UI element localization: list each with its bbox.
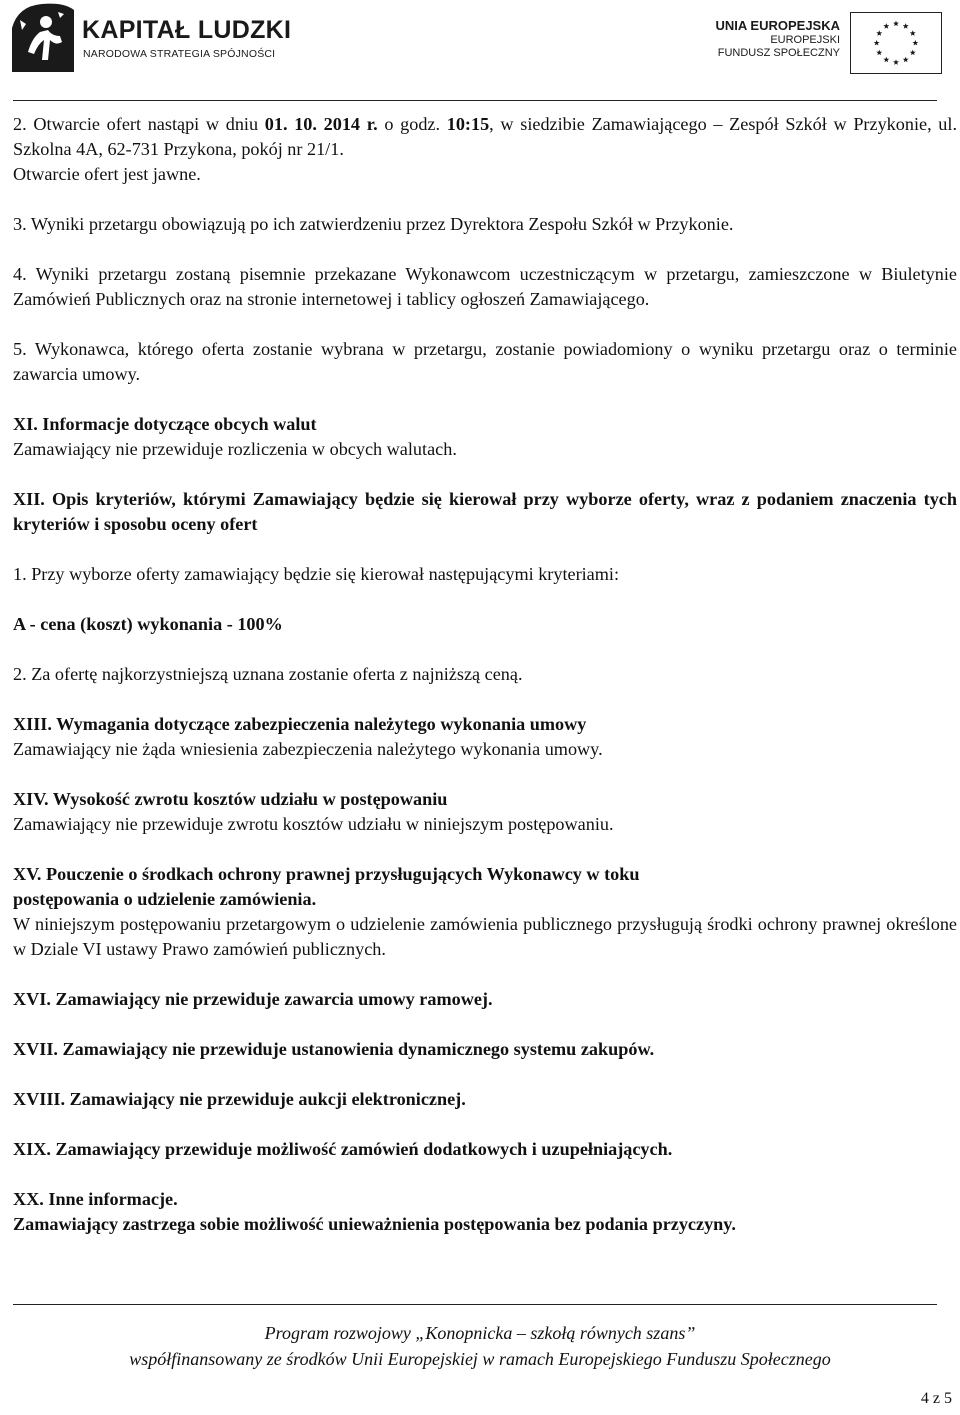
footer-divider <box>13 1304 937 1305</box>
eu-star-icon <box>912 40 918 46</box>
eu-star-icon <box>883 57 889 63</box>
p2-mid: o godz. <box>377 114 447 134</box>
document-body <box>13 112 957 1237</box>
kapital-ludzki-emblem-icon <box>12 2 74 72</box>
eu-logo-line1: UNIA EUROPEJSKA <box>715 18 840 33</box>
eu-star-icon <box>910 50 916 56</box>
section-xi-text: Zamawiający nie przewiduje rozliczenia w obcych walutach. <box>13 439 457 459</box>
kapital-ludzki-subtitle: NARODOWA STRATEGIA SPÓJNOŚCI <box>83 48 276 60</box>
eu-logo-line3: FUNDUSZ SPOŁECZNY <box>717 47 840 59</box>
eu-efs-logo <box>688 6 948 76</box>
eu-star-icon <box>876 50 882 56</box>
section-xii-heading: XII. Opis kryteriów, którymi Zamawiający będzie się kierował przy wyborze oferty, wraz z podaniem znaczenia tych kryteriów i sposobu oceny ofert <box>13 489 957 534</box>
eu-logo-line2: EUROPEJSKI <box>770 34 840 46</box>
section-xi-heading: XI. Informacje dotyczące obcych walut <box>13 414 317 434</box>
section-xv-text: W niniejszym postępowaniu przetargowym o udzielenie zamówienia publicznego przysługują środki ochrony prawnej określone w Dziale VI ustawy Prawo zamówień publicznych. <box>13 914 957 959</box>
eu-star-icon <box>874 40 880 46</box>
section-xii-point-1: 1. Przy wyborze oferty zamawiający będzie się kierował następującymi kryteriami: <box>13 564 620 584</box>
paragraph-2 <box>13 112 957 162</box>
page-footer <box>0 1320 960 1372</box>
paragraph-5: 5. Wykonawca, którego oferta zostanie wybrana w przetargu, zostanie powiadomiony o wyniku przetargu oraz o terminie zawarcia umowy. <box>13 339 957 384</box>
kapital-ludzki-title: KAPITAŁ LUDZKI <box>82 16 292 44</box>
eu-logo-text <box>716 18 840 60</box>
section-xii-criterion: A - cena (koszt) wykonania - 100% <box>13 614 283 634</box>
kapital-ludzki-logo <box>12 2 292 74</box>
section-xv-heading-line2: postępowania o udzielenie zamówienia. <box>13 889 317 909</box>
eu-star-icon <box>903 23 909 29</box>
eu-star-icon <box>876 30 882 36</box>
paragraph-3: 3. Wyniki przetargu obowiązują po ich zatwierdzeniu przez Dyrektora Zespołu Szkół w Przykonie. <box>13 214 734 234</box>
eu-star-icon <box>910 30 916 36</box>
section-xv-heading-line1: XV. Pouczenie o środkach ochrony prawnej przysługujących Wykonawcy w toku <box>13 864 640 884</box>
eu-star-icon <box>883 23 889 29</box>
eu-star-icon <box>893 59 899 65</box>
eu-flag-icon <box>850 12 942 74</box>
section-xx-text: Zamawiający zastrzega sobie możliwość unieważnienia postępowania bez podania przyczyny. <box>13 1214 736 1234</box>
section-xix: XIX. Zamawiający przewiduje możliwość zamówień dodatkowych i uzupełniających. <box>13 1139 673 1159</box>
section-xviii: XVIII. Zamawiający nie przewiduje aukcji elektronicznej. <box>13 1089 466 1109</box>
p2-date: 01. 10. 2014 r. <box>264 114 378 134</box>
section-xii-point-2: 2. Za ofertę najkorzystniejszą uznana zostanie oferta z najniższą ceną. <box>13 664 523 684</box>
footer-cofinancing-line: współfinansowany ze środków Unii Europejskiej w ramach Europejskiego Funduszu Społecznego <box>129 1349 831 1369</box>
eu-star-icon <box>893 21 899 27</box>
page-header <box>0 0 960 100</box>
section-xvii: XVII. Zamawiający nie przewiduje ustanowienia dynamicznego systemu zakupów. <box>13 1039 655 1059</box>
section-xiii-text: Zamawiający nie żąda wniesienia zabezpieczenia należytego wykonania umowy. <box>13 739 603 759</box>
page-number: 4 z 5 <box>920 1390 952 1407</box>
section-xvi: XVI. Zamawiający nie przewiduje zawarcia umowy ramowej. <box>13 989 493 1009</box>
footer-program-line: Program rozwojowy „Konopnicka – szkołą równych szans” <box>264 1323 696 1343</box>
header-divider <box>13 100 937 101</box>
paragraph-4: 4. Wyniki przetargu zostaną pisemnie przekazane Wykonawcom uczestniczącym w przetargu, zamieszczone w Biuletynie Zamówień Publicznych oraz na stronie internetowej i tablicy ogłoszeń Zamawiającego. <box>13 264 957 309</box>
section-xiv-text: Zamawiający nie przewiduje zwrotu kosztów udziału w niniejszym postępowaniu. <box>13 814 614 834</box>
p2-time: 10:15 <box>446 114 490 134</box>
p2-suffix: , w siedzibie Zamawiającego – Zespół Szkół w Przykonie, ul. Szkolna 4A, 62-731 Przykona, pokój nr 21/1. <box>13 114 957 159</box>
section-xx-heading: XX. Inne informacje. <box>13 1189 178 1209</box>
paragraph-2-line2: Otwarcie ofert jest jawne. <box>13 164 201 184</box>
p2-prefix: 2. Otwarcie ofert nastąpi w dniu <box>13 114 265 134</box>
section-xiii-heading: XIII. Wymagania dotyczące zabezpieczenia należytego wykonania umowy <box>13 714 587 734</box>
eu-star-icon <box>903 57 909 63</box>
section-xiv-heading: XIV. Wysokość zwrotu kosztów udziału w postępowaniu <box>13 789 448 809</box>
